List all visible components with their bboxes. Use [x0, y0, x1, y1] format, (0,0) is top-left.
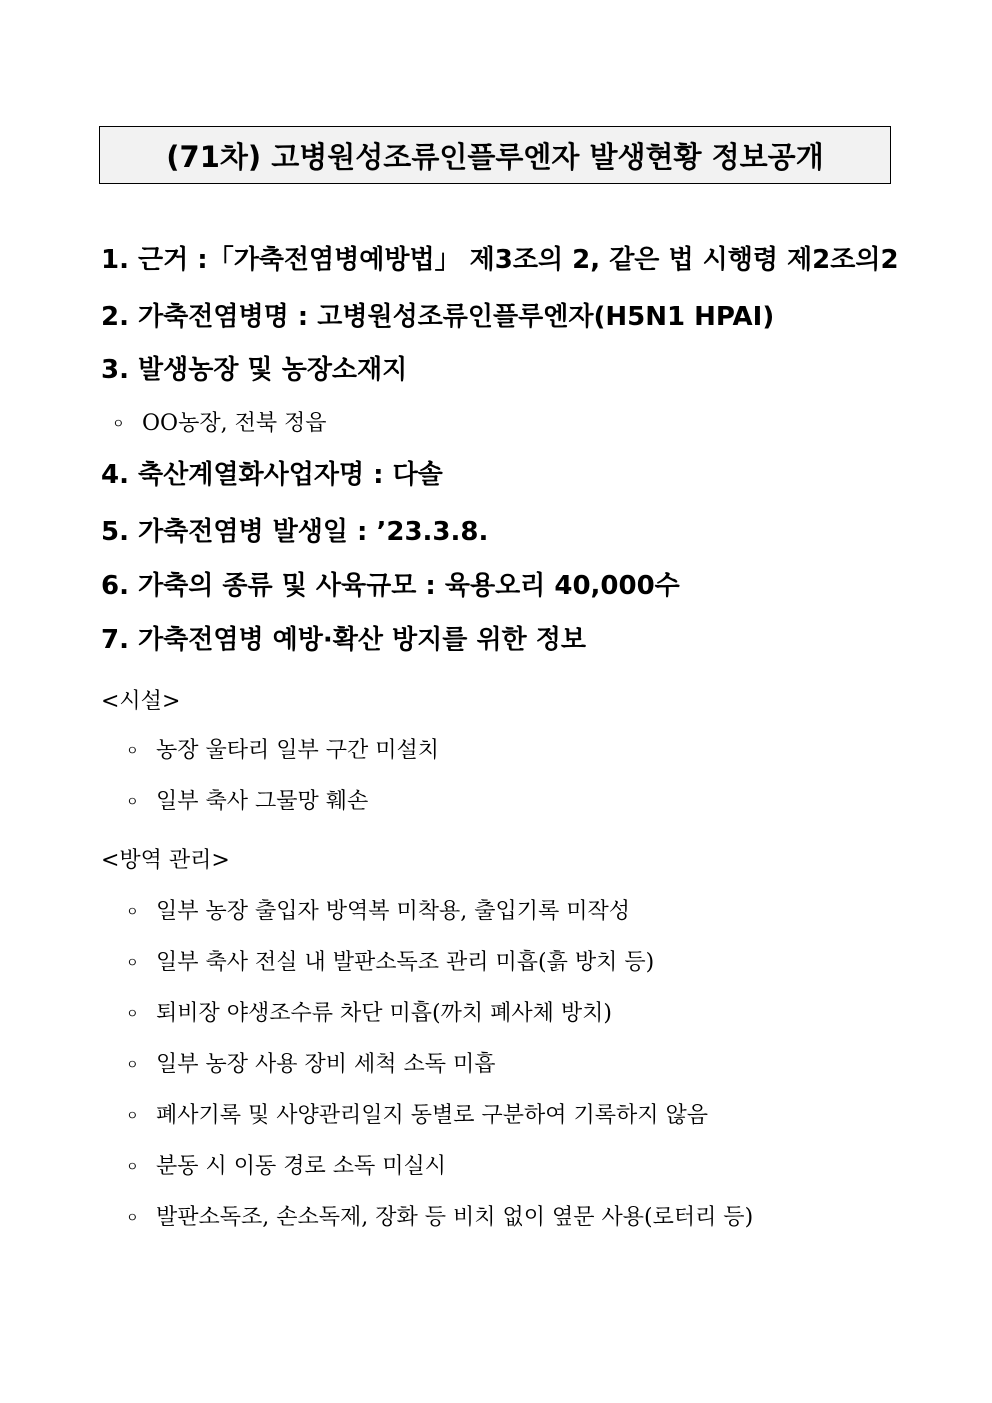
biosecurity-bullet-text: 일부 농장 출입자 방역복 미착용, 출입기록 미작성 — [156, 899, 630, 924]
biosecurity-bullet-text: 폐사기록 및 사양관리일지 동별로 구분하여 기록하지 않음 — [156, 1103, 709, 1128]
facility-header: <시설> — [101, 689, 181, 714]
bullet-mark: ㅇ — [126, 1210, 139, 1226]
facility-bullet-text: 농장 울타리 일부 구간 미설치 — [156, 738, 439, 763]
bullet-mark: ㅇ — [126, 1006, 139, 1022]
facility-bullet-text: 일부 축사 그물망 훼손 — [156, 789, 369, 814]
bullet-mark: ㅇ — [126, 794, 139, 810]
item-farm-location: 3. 발생농장 및 농장소재지 — [101, 355, 408, 385]
document-title: (71차) 고병원성조류인플루엔자 발생현황 정보공개 — [166, 139, 824, 174]
facility-bullet — [126, 740, 439, 762]
biosecurity-header: <방역 관리> — [101, 848, 230, 873]
title-box — [99, 126, 891, 184]
farm-bullet — [112, 413, 327, 435]
item-outbreak-date: 5. 가축전염병 발생일 : ’23.3.8. — [101, 517, 489, 547]
biosecurity-bullet-text: 발판소독조, 손소독제, 장화 등 비치 없이 옆문 사용(로터리 등) — [156, 1205, 754, 1230]
bullet-mark: ㅇ — [126, 1057, 139, 1073]
bullet-mark: ㅇ — [126, 1159, 139, 1175]
biosecurity-bullet-text: 일부 축사 전실 내 발판소독조 관리 미흡(흙 방치 등) — [156, 950, 655, 975]
item-disease-name: 2. 가축전염병명 : 고병원성조류인플루엔자(H5N1 HPAI) — [101, 302, 775, 332]
biosecurity-bullet — [126, 1105, 708, 1127]
item-integrator: 4. 축산계열화사업자명 : 다솔 — [101, 460, 443, 490]
biosecurity-bullet — [126, 1003, 612, 1025]
bullet-mark: ㅇ — [126, 1108, 139, 1124]
biosecurity-bullet — [126, 952, 654, 974]
biosecurity-bullet-text: 일부 농장 사용 장비 세척 소독 미흡 — [156, 1052, 496, 1077]
farm-text: OO농장, 전북 정읍 — [142, 411, 327, 436]
biosecurity-bullet — [126, 1156, 446, 1178]
bullet-mark: ㅇ — [126, 955, 139, 971]
facility-bullet — [126, 791, 368, 813]
bullet-mark: ㅇ — [126, 743, 139, 759]
item-livestock-scale: 6. 가축의 종류 및 사육규모 : 육용오리 40,000수 — [101, 571, 680, 601]
bullet-mark: ㅇ — [112, 416, 125, 432]
biosecurity-bullet — [126, 1207, 753, 1229]
item-basis: 1. 근거 :「가축전염병예방법」 제3조의 2, 같은 법 시행령 제2조의2 — [101, 245, 899, 275]
biosecurity-bullet-text: 퇴비장 야생조수류 차단 미흡(까치 폐사체 방치) — [156, 1001, 612, 1026]
biosecurity-bullet — [126, 901, 630, 923]
item-prevention-info: 7. 가축전염병 예방·확산 방지를 위한 정보 — [101, 625, 586, 655]
biosecurity-bullet — [126, 1054, 496, 1076]
biosecurity-bullet-text: 분동 시 이동 경로 소독 미실시 — [156, 1154, 446, 1179]
bullet-mark: ㅇ — [126, 904, 139, 920]
